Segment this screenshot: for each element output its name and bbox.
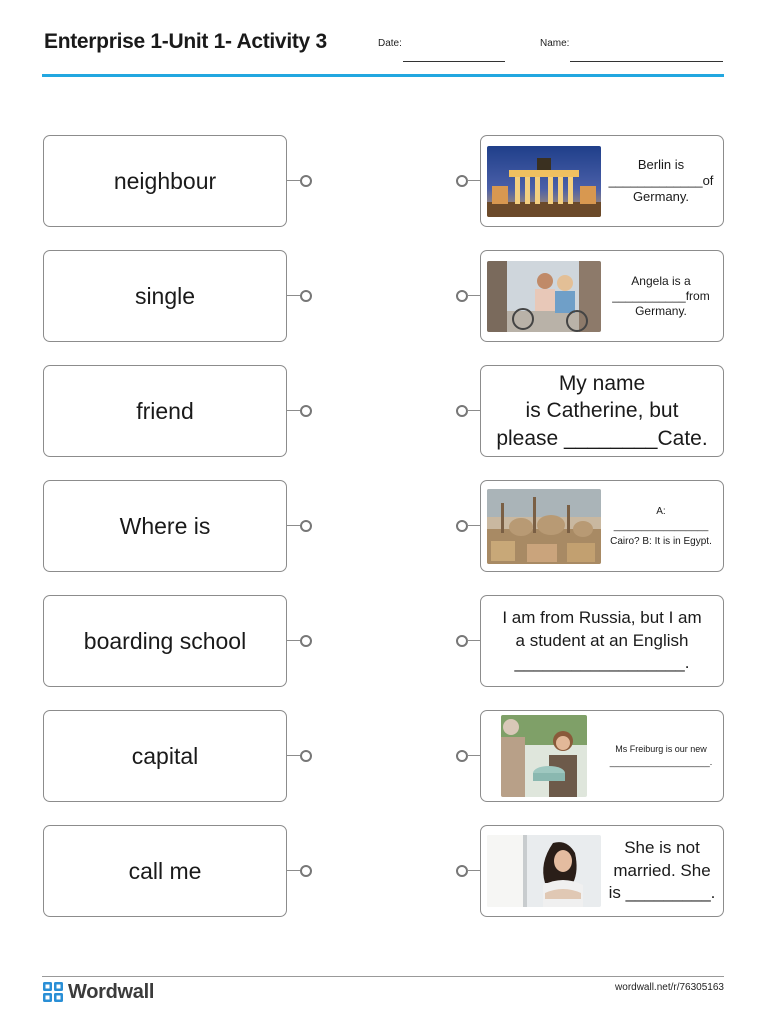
word-card[interactable] — [43, 365, 287, 457]
word-text: single — [134, 282, 196, 309]
clue-card[interactable] — [480, 825, 724, 917]
cairo-skyline-photo — [487, 489, 601, 564]
left-connector — [286, 410, 300, 411]
left-connector — [286, 180, 300, 181]
word-text: call me — [128, 857, 202, 884]
clue-card[interactable] — [480, 135, 724, 227]
date-line — [403, 61, 505, 62]
match-row — [0, 365, 768, 457]
match-row — [0, 595, 768, 687]
right-connector — [467, 755, 480, 756]
match-row — [0, 135, 768, 227]
word-text: Where is — [119, 512, 211, 539]
clue-card[interactable] — [480, 595, 724, 687]
left-connector — [286, 640, 300, 641]
left-connector-dot[interactable] — [300, 520, 312, 532]
left-connector — [286, 525, 300, 526]
clue-card[interactable] — [480, 250, 724, 342]
two-women-bicycles-photo — [487, 261, 601, 332]
wordwall-logo[interactable] — [43, 982, 154, 1002]
clue-text: She is not married. She is _________. — [608, 837, 716, 903]
word-card[interactable] — [43, 825, 287, 917]
right-connector — [467, 870, 480, 871]
footer-rule — [42, 976, 724, 977]
name-label: Name: — [540, 38, 570, 49]
match-row — [0, 250, 768, 342]
smiling-woman-photo — [487, 835, 601, 907]
left-connector — [286, 870, 300, 871]
name-line — [570, 61, 723, 62]
right-connector-dot[interactable] — [456, 520, 468, 532]
date-label: Date: — [378, 38, 402, 49]
wordwall-logo-icon — [43, 982, 63, 1002]
right-connector — [467, 525, 480, 526]
right-connector-dot[interactable] — [456, 290, 468, 302]
word-card[interactable] — [43, 135, 287, 227]
right-connector — [467, 295, 480, 296]
right-connector — [467, 410, 480, 411]
left-connector — [286, 295, 300, 296]
brandenburg-gate-photo — [487, 146, 601, 217]
word-card[interactable] — [43, 710, 287, 802]
match-row — [0, 480, 768, 572]
right-connector-dot[interactable] — [456, 750, 468, 762]
left-connector-dot[interactable] — [300, 290, 312, 302]
right-connector-dot[interactable] — [456, 405, 468, 417]
right-connector-dot[interactable] — [456, 865, 468, 877]
word-card[interactable] — [43, 250, 287, 342]
clue-text: A: _________________ Cairo? B: It is in Egypt. — [610, 505, 712, 547]
clue-card[interactable] — [480, 365, 724, 457]
clue-card[interactable] — [480, 710, 724, 802]
header-rule — [42, 74, 724, 77]
footer-url[interactable]: wordwall.net/r/76305163 — [615, 982, 724, 993]
word-text: friend — [136, 397, 194, 424]
right-connector-dot[interactable] — [456, 175, 468, 187]
clue-card[interactable] — [480, 480, 724, 572]
right-connector — [467, 640, 480, 641]
word-text: neighbour — [113, 167, 217, 194]
left-connector-dot[interactable] — [300, 635, 312, 647]
left-connector — [286, 755, 300, 756]
word-card[interactable] — [43, 480, 287, 572]
word-card[interactable] — [43, 595, 287, 687]
woman-giving-pot-photo — [501, 715, 587, 797]
left-connector-dot[interactable] — [300, 405, 312, 417]
left-connector-dot[interactable] — [300, 175, 312, 187]
clue-text: My name is Catherine, but please ________Cate. — [496, 372, 708, 450]
clue-text: Berlin is _____________of Germany. — [608, 156, 714, 205]
clue-text: Angela is a ___________from Germany. — [612, 273, 710, 318]
wordwall-brand-text: Wordwall — [68, 980, 155, 1003]
right-connector-dot[interactable] — [456, 635, 468, 647]
match-row — [0, 825, 768, 917]
page-title: Enterprise 1-Unit 1- Activity 3 — [44, 30, 327, 53]
left-connector-dot[interactable] — [300, 750, 312, 762]
match-row — [0, 710, 768, 802]
word-text: boarding school — [83, 627, 247, 654]
clue-text: I am from Russia, but I am a student at an English __________________. — [502, 607, 702, 673]
clue-text: Ms Freiburg is our new ____________________. — [609, 743, 713, 767]
left-connector-dot[interactable] — [300, 865, 312, 877]
right-connector — [467, 180, 480, 181]
word-text: capital — [131, 742, 199, 769]
